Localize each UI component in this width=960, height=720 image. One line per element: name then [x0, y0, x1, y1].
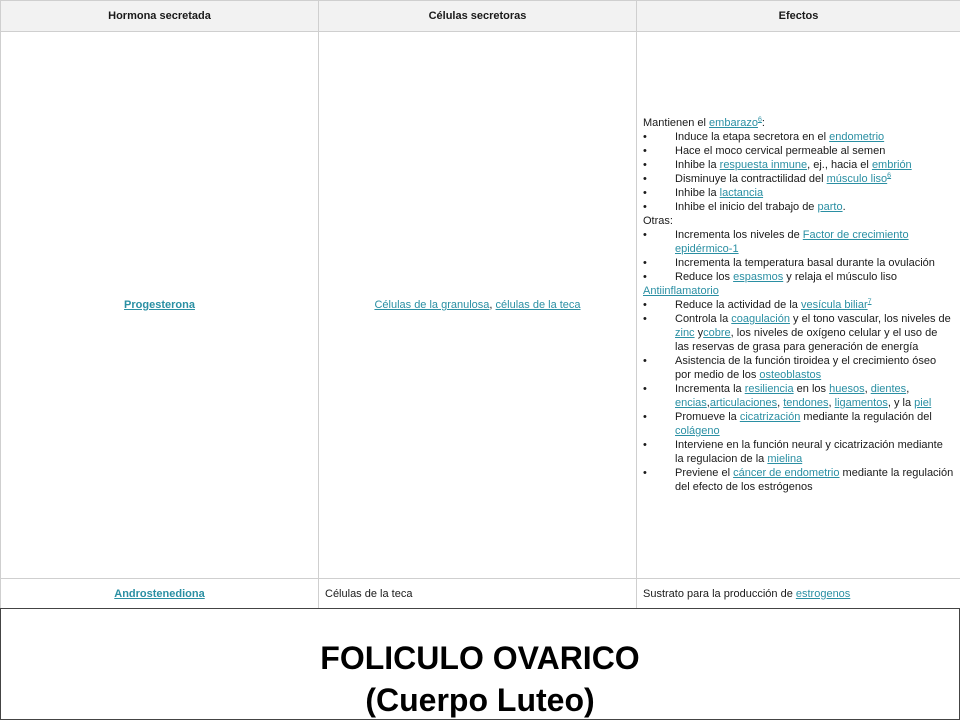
piel-link[interactable]: piel	[914, 397, 932, 409]
androstenediona-link[interactable]: Androstenediona	[114, 588, 205, 600]
list-item	[643, 312, 954, 354]
bullet: •	[643, 257, 647, 269]
effect-text: Disminuye la contractilidad del	[675, 173, 827, 185]
hormone-cell	[1, 579, 319, 610]
slide-title: FOLICULO OVARICO	[320, 640, 640, 676]
effect-text: , los niveles de oxígeno celular y el uso de las reservas de grasa para generación de energía	[675, 327, 938, 353]
effect-text: , ej., hacia el	[807, 159, 872, 171]
bullet: •	[643, 271, 647, 283]
bullet: •	[643, 313, 647, 325]
separator: ,	[906, 383, 910, 395]
effects-intro-text: Mantienen el	[643, 117, 710, 129]
ligamentos-link[interactable]: ligamentos	[834, 397, 888, 409]
list-item	[643, 144, 954, 158]
dientes-link[interactable]: dientes	[870, 383, 907, 395]
effect-text: .	[842, 201, 846, 213]
separator: ,	[777, 397, 784, 409]
list-item	[643, 298, 954, 312]
embarazo-link[interactable]: embarazo	[709, 117, 758, 129]
table-row	[1, 32, 960, 579]
separator: ,	[864, 383, 871, 395]
encias-link[interactable]: encias	[675, 397, 707, 409]
effects-cell	[637, 579, 960, 610]
colageno-link[interactable]: colágeno	[675, 425, 720, 437]
effect-text: Inhibe el inicio del trabajo de	[675, 201, 818, 213]
lactancia-link[interactable]: lactancia	[719, 187, 764, 199]
bullet: •	[643, 383, 647, 395]
zinc-link[interactable]: zinc	[675, 327, 695, 339]
list-item	[643, 186, 954, 200]
cicatrizacion-link[interactable]: cicatrización	[739, 411, 801, 423]
cells-cell	[319, 32, 637, 579]
effect-text: y relaja el músculo liso	[783, 271, 897, 283]
table-row	[1, 579, 960, 610]
list-item	[643, 158, 954, 172]
mielina-link[interactable]: mielina	[767, 453, 803, 465]
header-cells: Células secretoras	[319, 1, 637, 32]
bullet: •	[643, 229, 647, 241]
osteoblastos-link[interactable]: osteoblastos	[759, 369, 822, 381]
slide-subtitle: (Cuerpo Luteo)	[365, 682, 595, 718]
estrogenos-link[interactable]: estrogenos	[795, 588, 851, 600]
effect-text: Controla la	[675, 313, 732, 325]
bullet: •	[643, 187, 647, 199]
progesterona-link[interactable]: Progesterona	[124, 299, 195, 311]
teca-link[interactable]: células de la teca	[495, 299, 581, 311]
ref-7-link[interactable]: 7	[867, 298, 872, 306]
articulaciones-link[interactable]: articulaciones	[709, 397, 778, 409]
effects-cell	[637, 32, 960, 579]
granulosa-link[interactable]: Células de la granulosa	[374, 299, 490, 311]
list-item	[643, 130, 954, 144]
hormone-cell	[1, 32, 319, 579]
effect-text: Hace el moco cervical permeable al semen	[675, 145, 886, 157]
cobre-link[interactable]: cobre	[703, 327, 731, 339]
list-item	[643, 270, 954, 284]
effect-text: en los	[793, 383, 830, 395]
parto-link[interactable]: parto	[817, 201, 843, 213]
list-item	[643, 256, 954, 270]
factor-crecimiento-link[interactable]: Factor de crecimiento epidérmico-1	[675, 229, 909, 255]
separator: ,	[828, 397, 835, 409]
effect-text: Reduce la actividad de la	[675, 299, 801, 311]
effect-text: Asistencia de la función tiroidea y el crecimiento óseo por medio de los	[675, 355, 937, 381]
musculo-liso-link[interactable]: músculo liso	[826, 173, 888, 185]
list-item	[643, 172, 954, 186]
separator: , y la	[887, 397, 915, 409]
effect-text: Inhibe la	[675, 159, 720, 171]
effects-intro-colon: :	[761, 117, 765, 129]
effect-text: Sustrato para la producción de	[643, 588, 796, 600]
otras-label: Otras:	[643, 215, 673, 227]
effect-text: Interviene en la función neural y cicatrización mediante la regulacion de la	[675, 439, 943, 465]
effect-text: Reduce los	[675, 271, 734, 283]
effect-text: Incrementa la	[675, 383, 745, 395]
separator: ,	[706, 397, 710, 409]
cancer-endometrio-link[interactable]: cáncer de endometrio	[733, 467, 840, 479]
header-effects: Efectos	[637, 1, 960, 32]
list-item	[643, 466, 954, 494]
effect-text: Previene el	[675, 467, 734, 479]
bullet: •	[643, 439, 647, 451]
effect-text: Incrementa los niveles de	[675, 229, 803, 241]
ref-6-link[interactable]: 6	[887, 172, 892, 180]
effects-intro	[643, 116, 954, 130]
vesicula-biliar-link[interactable]: vesícula biliar	[800, 299, 868, 311]
huesos-link[interactable]: huesos	[829, 383, 865, 395]
respuesta-inmune-link[interactable]: respuesta inmune	[719, 159, 808, 171]
antiinflamatorio-link[interactable]: Antiinflamatorio	[643, 285, 719, 297]
endometrio-link[interactable]: endometrio	[829, 131, 885, 143]
list-item	[643, 382, 954, 410]
list-item	[643, 438, 954, 466]
resiliencia-link[interactable]: resiliencia	[744, 383, 794, 395]
bullet: •	[643, 159, 647, 171]
coagulacion-link[interactable]: coagulación	[731, 313, 790, 325]
table-header-row	[1, 1, 960, 32]
bullet: •	[643, 145, 647, 157]
list-item	[643, 354, 954, 382]
bullet: •	[643, 355, 647, 367]
effect-text: Incrementa la temperatura basal durante la ovulación	[675, 257, 935, 269]
embrion-link[interactable]: embrión	[871, 159, 912, 171]
effect-text: mediante la regulación del	[800, 411, 932, 423]
bullet: •	[643, 467, 647, 479]
list-item	[643, 410, 954, 438]
bullet: •	[643, 173, 647, 185]
bullet: •	[643, 411, 647, 423]
effect-text: y el tono vascular, los niveles de	[789, 313, 951, 325]
effect-text: Inhibe la	[675, 187, 720, 199]
bullet: •	[643, 131, 647, 143]
effect-text: Induce la etapa secretora en el	[675, 131, 830, 143]
cells-cell: Células de la teca	[319, 579, 637, 610]
header-hormone: Hormona secretada	[1, 1, 319, 32]
espasmos-link[interactable]: espasmos	[733, 271, 784, 283]
effect-text: mediante la regulación del efecto de los estrógenos	[675, 467, 954, 493]
cells-separator: ,	[489, 299, 496, 311]
effect-text: Promueve la	[675, 411, 740, 423]
effect-text: y	[694, 327, 704, 339]
ref-6-link[interactable]: 6	[757, 116, 762, 124]
list-item	[643, 200, 954, 214]
tendones-link[interactable]: tendones	[783, 397, 829, 409]
list-item	[643, 228, 954, 256]
bullet: •	[643, 201, 647, 213]
bullet: •	[643, 299, 647, 311]
